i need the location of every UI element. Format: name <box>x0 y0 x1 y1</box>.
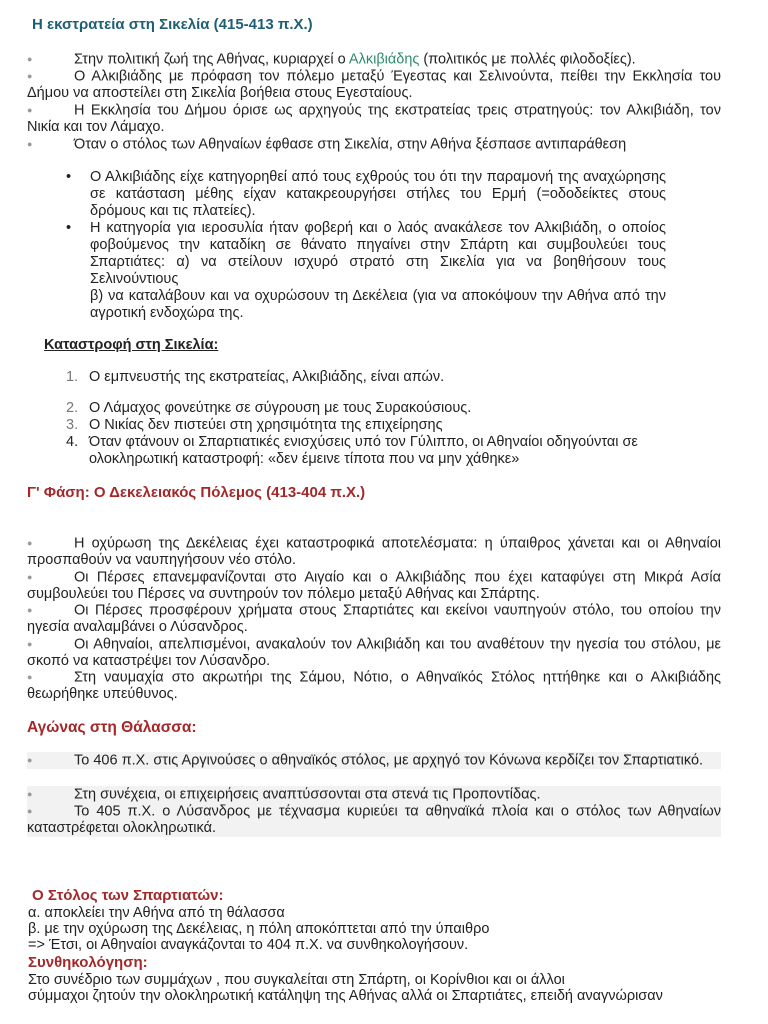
bullet-dot-icon: • <box>66 169 72 185</box>
bullet-icon: ● <box>27 572 33 582</box>
disaster-item: 1. Ο εμπνευστής της εκστρατείας, Αλκιβιάδης, είναι απών. <box>66 369 445 385</box>
disaster-item: 2. Ο Λάμαχος φονεύτηκε σε σύγρουση με τους Συρακούσιους. <box>66 400 472 416</box>
accusation-item-1: • Ο Αλκιβιάδης είχε κατηγορηθεί από τους εχθρούς του ότι την παραμονή της αναχώρησης σε κατάσταση μέθης είχαν κατακρεουργήσει στήλες του Ερμή (=οδοδείκτες στους δρόμους και τις πλατείες). <box>66 169 666 219</box>
bullet-icon: ● <box>27 538 33 548</box>
sea-bullet: ● Το 405 π.Χ. ο Λύσανδρος με τέχνασμα κυριεύει τα αθηναϊκά πλοία και ο στόλος των Αθηναίων καταστρέφεται ολοκληρωτικά. <box>27 803 721 837</box>
fleet-line-c: => Έτσι, οι Αθηναίοι αναγκάζονται το 404 π.Χ. να συνθηκολογήσουν. <box>28 937 469 953</box>
sea-heading: Αγώνας στη Θάλασσα: <box>27 719 197 736</box>
phase-bullet: ● Οι Πέρσες επανεμφανίζονται στο Αιγαίο και ο Αλκιβιάδης που έχει καταφύγει στη Μικρά Ασία συμβουλεύει του Πέρσες να συντηρούν τον πόλεμο μεταξύ Αθήνας και Σπάρτης. <box>27 569 721 603</box>
section-title: Η εκστρατεία στη Σικελία (415-413 π.Χ.) <box>32 16 313 33</box>
bullet-icon: ● <box>27 672 33 682</box>
surrender-line-1: Στο συνέδριο των συμμάχων , που συγκαλείται στη Σπάρτη, οι Κορίνθιοι και οι άλλοι <box>28 972 565 988</box>
bullet-icon: ● <box>27 639 33 649</box>
phase-bullet: ● Στη ναυμαχία στο ακρωτήρι της Σάμου, Νότιο, ο Αθηναϊκός Στόλος ηττήθηκε και ο Αλκιβιάδης θεωρήθηκε υπεύθυνος. <box>27 669 721 703</box>
alcibiades-link[interactable]: Αλκιβιάδης <box>348 51 420 68</box>
accusation-list <box>66 169 666 322</box>
sea-bullet: ● Το 406 π.Χ. στις Αργινούσες ο αθηναϊκός στόλος, με αρχηγό τον Κόνωνα κερδίζει τον Σπαρτιατικό. <box>27 752 721 769</box>
intro-bullet-4: ● Όταν ο στόλος των Αθηναίων έφθασε στη Σικελία, στην Αθήνα ξέσπασε αντιπαράθεση <box>27 136 627 153</box>
fleet-heading: Ο Στόλος των Σπαρτιατών: <box>32 887 224 904</box>
intro-bullet-2: ● Ο Αλκιβιάδης με πρόφαση τον πόλεμο μεταξύ Έγεστας και Σελινούντα, πείθει την Εκκλησία του Δήμου να αποστείλει στη Σικελία βοήθεια στους Εγεσταίους. <box>27 68 721 102</box>
bullet-icon: ● <box>27 139 33 149</box>
bullet-icon: ● <box>27 54 33 64</box>
bullet-icon: ● <box>27 806 33 816</box>
intro-bullet-1: ● Στην πολιτική ζωή της Αθήνας, κυριαρχεί ο Αλκιβιάδης (πολιτικός με πολλές φιλοδοξίες). <box>27 51 636 68</box>
bullet-icon: ● <box>27 605 33 615</box>
bullet-icon: ● <box>27 789 33 799</box>
sea-bullet: ● Στη συνέχεια, οι επιχειρήσεις αναπτύσσονται στα στενά τις Προποντίδας. <box>27 786 721 803</box>
accusation-item-2: • Η κατηγορία για ιεροσυλία ήταν φοβερή και ο λαός ανακάλεσε τον Αλκιβιάδη, ο οποίος φοβούμενος την καταδίκη σε θάνατο πηγαίνει στην Σπάρτη και συμβουλεύει τους Σπαρτιάτες: α) να στείλουν ισχυρό στρατό στη Σικελία για να βοηθήσουν τους Σελινούντιους β) να καταλάβουν και να οχυρώσουν τη Δεκέλεια (για να αποκόψουν την Αθήνα από την αγροτική ενδοχώρα της. <box>66 220 666 321</box>
phase-bullet: ● Οι Αθηναίοι, απελπισμένοι, ανακαλούν τον Αλκιβιάδη και του αναθέτουν την ηγεσία του στόλου, με σκοπό να καταστρέψει τον Λύσανδρο. <box>27 636 721 670</box>
fleet-line-b: β. με την οχύρωση της Δεκέλειας, η πόλη αποκόπτεται από την ύπαιθρο <box>28 921 490 937</box>
surrender-line-2: σύμμαχοι ζητούν την ολοκληρωτική κατάληψη της Αθήνας αλλά οι Σπαρτιάτες, επειδή αναγνώρισαν <box>28 988 663 1004</box>
disaster-heading: Καταστροφή στη Σικελία: <box>44 337 219 353</box>
phase-heading: Γ' Φάση: Ο Δεκελειακός Πόλεμος (413-404 π.Χ.) <box>27 484 366 501</box>
disaster-item: 3. Ο Νικίας δεν πιστεύει στη χρησιμότητα της επιχείρησης <box>66 417 443 433</box>
bullet-icon: ● <box>27 755 33 765</box>
bullet-dot-icon: • <box>66 220 72 236</box>
surrender-heading: Συνθηκολόγηση: <box>28 954 148 971</box>
phase-bullet: ● Οι Πέρσες προσφέρουν χρήματα στους Σπαρτιάτες και εκείνοι ναυπηγούν στόλο, του οποίου την ηγεσία αναλαμβάνει ο Λύσανδρος. <box>27 602 721 636</box>
fleet-line-a: α. αποκλείει την Αθήνα από τη θάλασσα <box>28 905 285 921</box>
phase-bullet: ● Η οχύρωση της Δεκέλειας έχει καταστροφικά αποτελέσματα: η ύπαιθρος χάνεται και οι Αθηναίοι προσπαθούν να ναυπηγήσουν νέο στόλο. <box>27 535 721 569</box>
intro-bullet-3: ● Η Εκκλησία του Δήμου όρισε ως αρχηγούς της εκστρατείας τρεις στρατηγούς: τον Αλκιβιάδη, τον Νικία και τον Λάμαχο. <box>27 102 721 136</box>
disaster-item: 4. Όταν φτάνουν οι Σπαρτιατικές ενισχύσεις υπό τον Γύλιππο, οι Αθηναίοι οδηγούνται σε ολοκληρωτική καταστροφή: «δεν έμεινε τίποτα που να μην χάθηκε» <box>66 434 638 467</box>
bullet-icon: ● <box>27 71 33 81</box>
bullet-icon: ● <box>27 105 33 115</box>
